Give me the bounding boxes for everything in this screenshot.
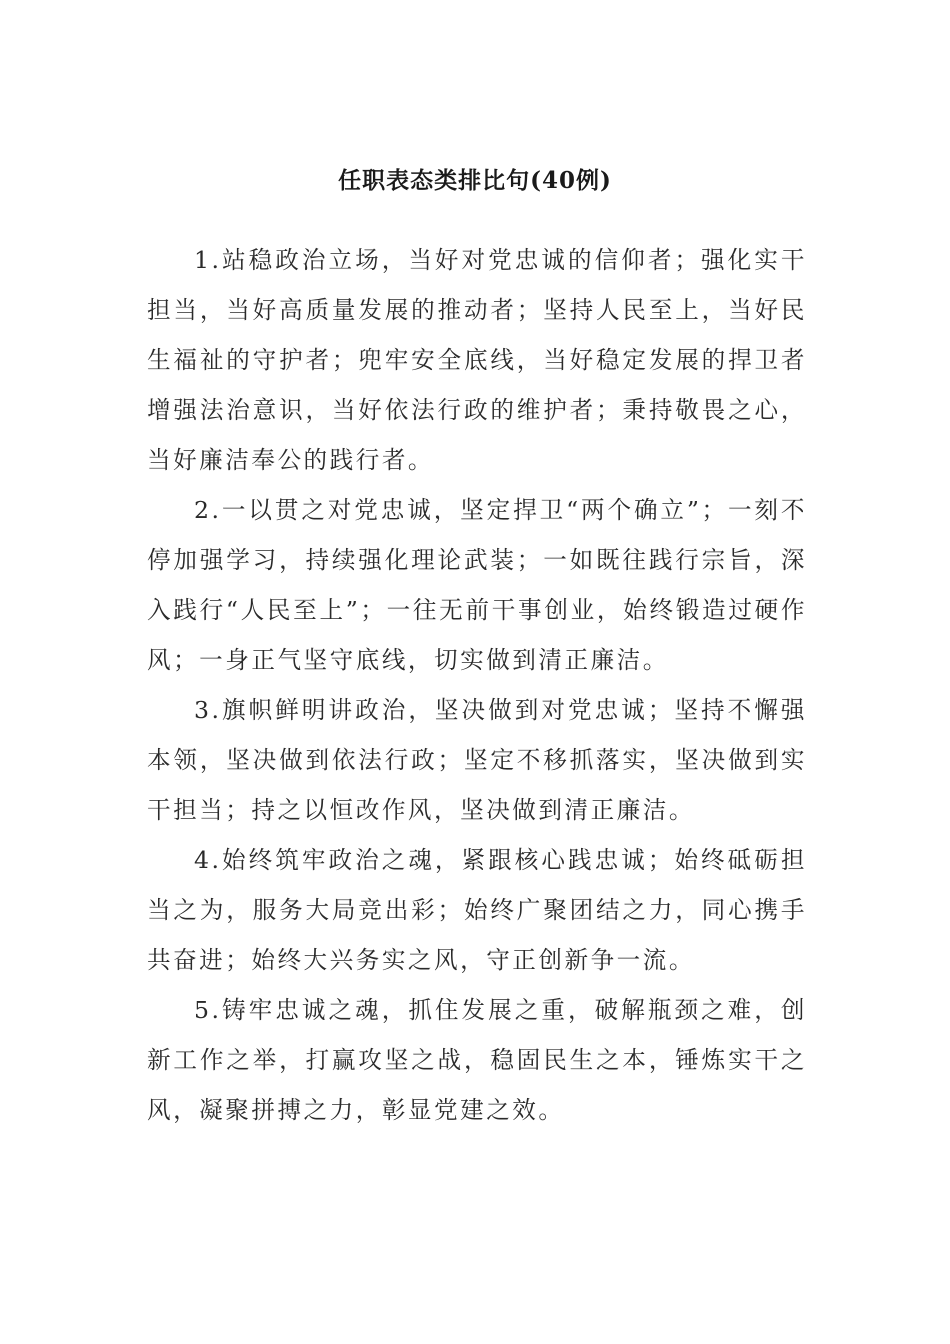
document-title: 任职表态类排比句(40例) [338,167,612,194]
paragraph-3: 3.旗帜鲜明讲政治，坚决做到对党忠诚；坚持不懈强本领，坚决做到依法行政；坚定不移抓落实，坚决做到实干担当；持之以恒改作风，坚决做到清正廉洁。 [147,696,807,824]
paragraph-4: 4.始终筑牢政治之魂，紧跟核心践忠诚；始终砥砺担当之为，服务大局竞出彩；始终广聚团结之力，同心携手共奋进；始终大兴务实之风，守正创新争一流。 [147,846,807,974]
paragraph-5: 5.铸牢忠诚之魂，抓住发展之重，破解瓶颈之难，创新工作之举，打赢攻坚之战，稳固民生之本，锤炼实干之风，凝聚拼搏之力，彰显党建之效。 [147,996,807,1124]
paragraph-1: 1.站稳政治立场，当好对党忠诚的信仰者；强化实干担当，当好高质量发展的推动者；坚持人民至上，当好民生福祉的守护者；兜牢安全底线，当好稳定发展的捍卫者增强法治意识，当好依法行政的维护者；秉持敬畏之心，当好廉洁奉公的践行者。 [147,246,807,474]
paragraph-2: 2.一以贯之对党忠诚，坚定捍卫“两个确立”；一刻不停加强学习，持续强化理论武装；一如既往践行宗旨，深入践行“人民至上”；一往无前干事创业，始终锻造过硬作风；一身正气坚守底线，切实做到清正廉洁。 [147,496,807,674]
document-body [147,235,807,1135]
